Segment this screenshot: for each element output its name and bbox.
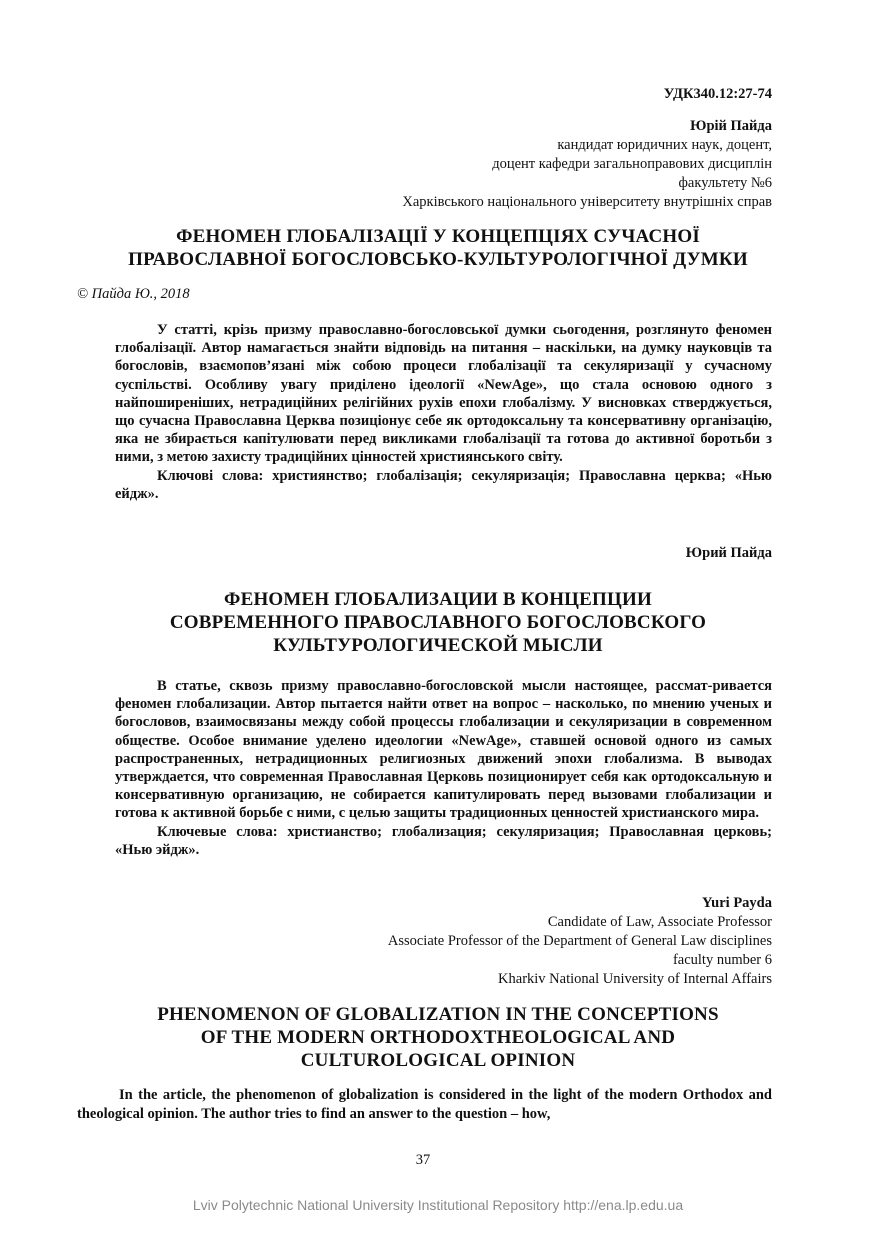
udc-code: УДК340.12:27-74 — [663, 86, 772, 102]
en-author-name: Yuri Payda — [702, 895, 772, 911]
en-author-block — [100, 894, 772, 989]
ua-title-line: ФЕНОМЕН ГЛОБАЛІЗАЦІЇ У КОНЦЕПЦІЯХ СУЧАСНОЇ — [176, 226, 700, 247]
ru-title — [60, 588, 816, 657]
repository-footer: Lviv Polytechnic National University Institutional Repository http://ena.lp.edu.ua — [192, 1197, 684, 1213]
ru-keywords: Ключевые слова: христианство; глобализация; секуляризация; Православная церковь; «Нью эйдж». — [115, 823, 772, 858]
page-number: 37 — [415, 1152, 431, 1168]
ua-abstract — [115, 321, 772, 503]
en-title-line: OF THE MODERN ORTHODOXTHEOLOGICAL AND — [200, 1027, 676, 1048]
ua-title-line: ПРАВОСЛАВНОЇ БОГОСЛОВСЬКО-КУЛЬТУРОЛОГІЧНОЇ ДУМКИ — [128, 249, 748, 270]
en-affiliation-line: faculty number 6 — [672, 952, 772, 968]
ru-title-line: СОВРЕМЕННОГО ПРАВОСЛАВНОГО БОГОСЛОВСКОГО — [169, 612, 707, 633]
ua-affiliation-line: факультету №6 — [678, 175, 772, 191]
en-title-line: CULTUROLOGICAL OPINION — [300, 1050, 576, 1071]
en-affiliation-line: Candidate of Law, Associate Professor — [547, 914, 772, 930]
en-affiliation-line: Kharkiv National University of Internal Affairs — [498, 971, 772, 987]
ua-author-name: Юрій Пайда — [690, 118, 772, 134]
ua-affiliation-line: Харківського національного університету внутрішніх справ — [402, 194, 772, 210]
copyright-notice: © Пайда Ю., 2018 — [77, 286, 190, 302]
ua-abstract-text: У статті, крізь призму православно-богословської думки сьогодення, розглянуто феномен глобалізації. Автор намагається знайти відповідь на питання – наскільки, на думку науковців та богословів, взаємопов’язані між собою процеси глобалізації та секуляризації у сучасному суспільстві. Особливу увагу приділено ідеології «NewAge», що стала основою одного з найпоширеніших, нетрадиційних релігійних рухів епохи глобалізму. У висновках стверджується, що сучасна Православна Церква позиціонує себе як ортодоксальну та консервативну організацію, яка не збирається капітулювати перед викликами глобалізації та готова до активної боротьби з ними, з метою захисту традиційних цінностей християнського світу. — [115, 322, 772, 466]
ua-affiliation-line: доцент кафедри загальноправових дисциплін — [492, 156, 772, 172]
ua-keywords: Ключові слова: християнство; глобалізація; секуляризація; Православна церква; «Нью ейдж». — [115, 467, 772, 502]
ru-author-name: Юрий Пайда — [685, 545, 772, 561]
ru-title-line: ФЕНОМЕН ГЛОБАЛИЗАЦИИ В КОНЦЕПЦИИ — [224, 589, 652, 610]
ua-title — [60, 225, 816, 271]
ru-abstract — [115, 677, 772, 859]
en-abstract — [77, 1086, 772, 1124]
ua-author-block — [100, 117, 772, 212]
ru-title-line: КУЛЬТУРОЛОГИЧЕСКОЙ МЫСЛИ — [273, 635, 603, 656]
ua-affiliation-line: кандидат юридичних наук, доцент, — [557, 137, 772, 153]
en-title-line: PHENOMENON OF GLOBALIZATION IN THE CONCEPTIONS — [157, 1004, 719, 1025]
ru-abstract-text: В статье, сквозь призму православно-богословской мысли настоящее, рассмат-ривается феномен глобализации. Автор пытается найти ответ на вопрос – насколько, по мнению ученых и богословов, взаимосвязаны между собой процессы глобализации и секуляризации в современном обществе. Особое внимание уделено идеологии «NewAge», ставшей основой одного из самых распространенных, нетрадиционных религиозных движений эпохи глобализма. В выводах утверждается, что современная Православная Церковь позиционирует себя как ортодоксальную и консервативную организацию, не собирается капитулировать перед вызовами глобализации и готова к активной борьбе с ними, с целью защиты традиционных ценностей христианского мира. — [115, 678, 772, 822]
en-abstract-text: In the article, the phenomenon of globalization is considered in the light of the modern Orthodox and theological opinion. The author tries to find an answer to the question – how, — [77, 1087, 772, 1122]
en-title — [60, 1003, 816, 1072]
en-affiliation-line: Associate Professor of the Department of General Law disciplines — [387, 933, 772, 949]
